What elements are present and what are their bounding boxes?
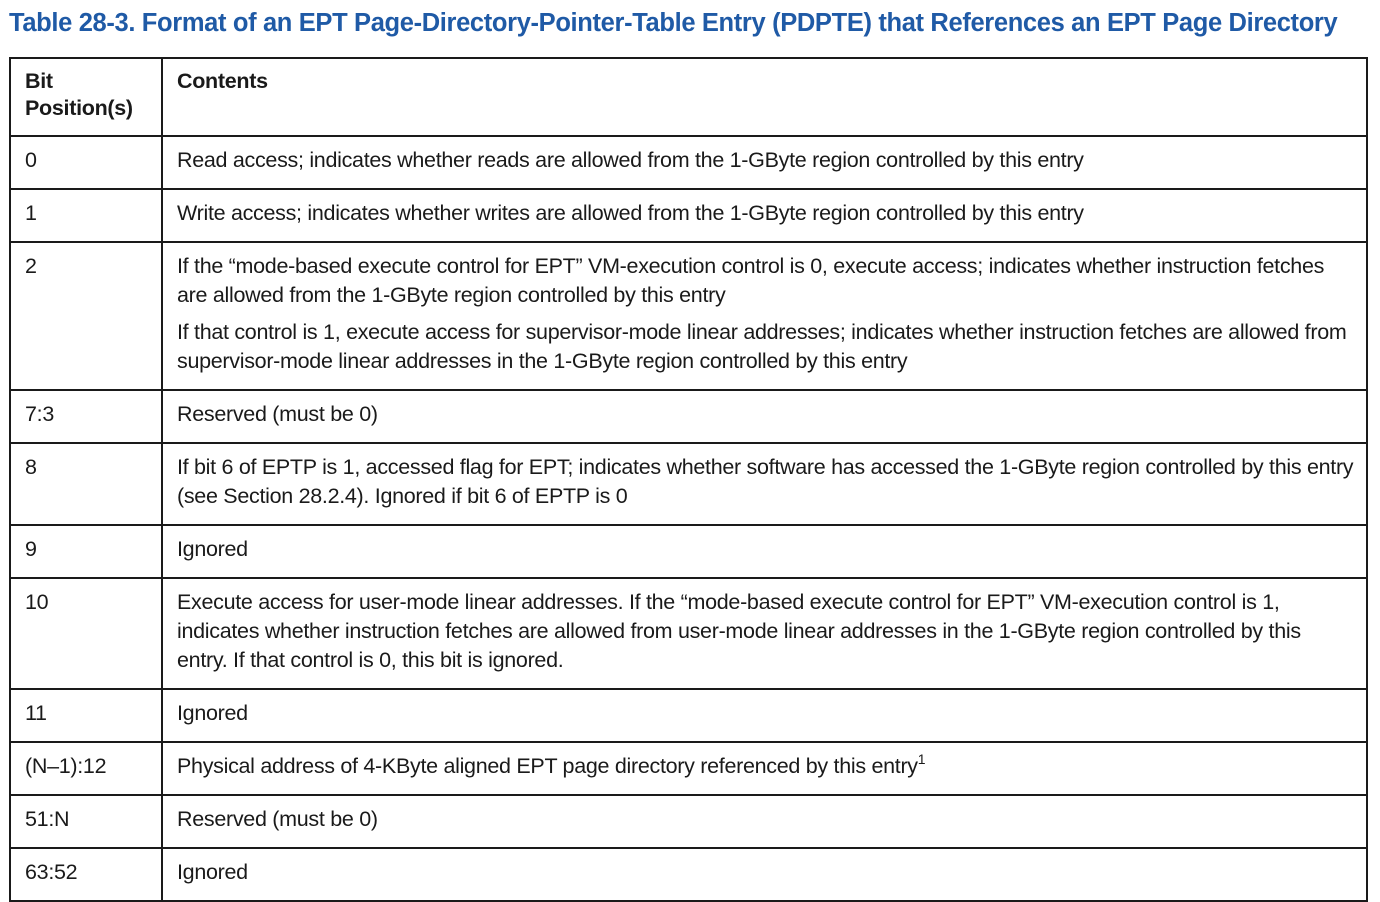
contents-cell — [162, 525, 1367, 578]
contents-cell — [162, 242, 1367, 390]
contents-paragraph: If the “mode-based execute control for EPT” VM-execution control is 0, execute access; indicates whether instruction fetches are allowed from the 1-GByte region controlled by this entry — [177, 254, 1325, 307]
bit-position-cell: 8 — [10, 443, 162, 525]
contents-cell — [162, 795, 1367, 848]
contents-paragraph: Write access; indicates whether writes are allowed from the 1-GByte region controlled by this entry — [177, 201, 1084, 225]
table-row — [10, 578, 1367, 689]
contents-cell — [162, 189, 1367, 242]
table-row — [10, 525, 1367, 578]
contents-cell — [162, 742, 1367, 795]
header-bit-positions-line2: Position(s) — [25, 96, 133, 120]
header-bit-positions — [10, 58, 162, 136]
bit-position-cell: 63:52 — [10, 848, 162, 901]
contents-cell — [162, 443, 1367, 525]
bit-position-cell: 9 — [10, 525, 162, 578]
pdpte-format-table — [9, 57, 1368, 902]
contents-paragraph: Reserved (must be 0) — [177, 807, 378, 831]
table-row — [10, 390, 1367, 443]
contents-paragraph: If bit 6 of EPTP is 1, accessed flag for EPT; indicates whether software has accessed the 1-GByte region controlled by this entry (see Section 28.2.4). Ignored if bit 6 of EPTP is 0 — [177, 455, 1354, 508]
footnote-marker: 1 — [917, 751, 926, 767]
contents-cell — [162, 390, 1367, 443]
bit-position-cell: 51:N — [10, 795, 162, 848]
bit-position-cell: 10 — [10, 578, 162, 689]
bit-position-cell: 1 — [10, 189, 162, 242]
bit-position-cell: (N–1):12 — [10, 742, 162, 795]
contents-cell — [162, 136, 1367, 189]
contents-text: Physical address of 4-KByte aligned EPT page directory referenced by this entry — [177, 754, 918, 778]
contents-paragraph: If that control is 1, execute access for supervisor-mode linear addresses; indicates whether instruction fetches are allowed from supervisor-mode linear addresses in the 1-GByte region controlled by this entry — [177, 320, 1347, 373]
table-row — [10, 136, 1367, 189]
header-bit-positions-line1: Bit — [25, 69, 53, 93]
table-row — [10, 848, 1367, 901]
contents-paragraph: Reserved (must be 0) — [177, 402, 378, 426]
contents-cell — [162, 689, 1367, 742]
contents-paragraph: Execute access for user-mode linear addresses. If the “mode-based execute control for EPT” VM-execution control is 1, indicates whether instruction fetches are allowed from user-mode linear addresses in the 1-GByte region controlled by this entry. If that control is 0, this bit is ignored. — [177, 590, 1301, 672]
header-contents: Contents — [162, 58, 1367, 136]
contents-cell — [162, 578, 1367, 689]
table-row — [10, 689, 1367, 742]
contents-paragraph: Read access; indicates whether reads are allowed from the 1-GByte region controlled by this entry — [177, 148, 1084, 172]
bit-position-cell: 0 — [10, 136, 162, 189]
contents-paragraph: Ignored — [177, 537, 248, 561]
table-row — [10, 795, 1367, 848]
table-row — [10, 242, 1367, 390]
contents-paragraph: Ignored — [177, 701, 248, 725]
bit-position-cell: 11 — [10, 689, 162, 742]
table-row — [10, 443, 1367, 525]
bit-position-cell: 7:3 — [10, 390, 162, 443]
contents-paragraph: Ignored — [177, 860, 248, 884]
table-caption: Table 28-3. Format of an EPT Page-Directory-Pointer-Table Entry (PDPTE) that References an EPT Page Directory — [9, 9, 1338, 37]
contents-cell — [162, 848, 1367, 901]
table-row — [10, 189, 1367, 242]
table-header-row — [10, 58, 1367, 136]
bit-position-cell: 2 — [10, 242, 162, 390]
contents-paragraph — [177, 752, 1354, 781]
table-row — [10, 742, 1367, 795]
